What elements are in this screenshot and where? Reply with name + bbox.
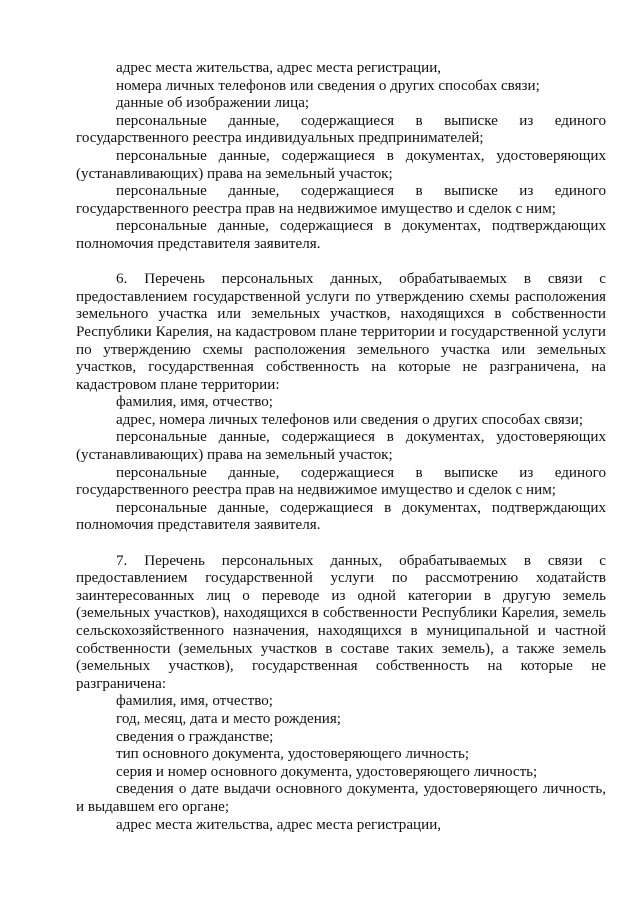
list-item-photo: данные об изображении лица; — [116, 95, 310, 112]
list-item-citizenship: сведения о гражданстве; — [116, 728, 274, 745]
list-item-phones: номера личных телефонов или сведения о других способах связи; — [116, 77, 540, 94]
list-item-birth: год, месяц, дата и место рождения; — [116, 710, 341, 727]
list-item-land-docs: персональные данные, содержащиеся в документах, удостоверяющих (устанавливающих) права на земельный участок; — [76, 429, 606, 464]
list-item-land-docs: персональные данные, содержащиеся в документах, удостоверяющих (устанавливающих) права на земельный участок; — [76, 147, 606, 182]
list-item-id-issue: сведения о дате выдачи основного документа, удостоверяющего личность, и выдавшем его органе; — [76, 781, 606, 815]
list-item-representative: персональные данные, содержащиеся в документах, подтверждающих полномочия представителя заявителя. — [76, 499, 606, 534]
paragraph-gap — [76, 254, 606, 272]
section-7-heading: 7. Перечень персональных данных, обрабатываемых в связи с предоставлением государственной услуги по рассмотрению ходатайств заинтересованных лиц о переводе из одной категории в другую земель (земельных участков), находящихся в собственности Республики Карелия, земель сельскохозяйственного назначения, находящихся в муниципальной и частной собственности (земельных участков в составе таких земель), а также земель (земельных участков), государственная собственность на которые не разграничена: — [76, 552, 606, 692]
paragraph-gap — [76, 535, 606, 553]
list-item-egrp: персональные данные, содержащиеся в выписке из единого государственного реестра прав на недвижимое имущество и сделок с ним; — [76, 183, 606, 217]
list-item-representative: персональные данные, содержащиеся в документах, подтверждающих полномочия представителя заявителя. — [76, 218, 606, 252]
list-item-id-number: серия и номер основного документа, удостоверяющего личность; — [116, 763, 538, 780]
list-item-address-phones: адрес, номера личных телефонов или сведения о других способах связи; — [116, 411, 584, 428]
list-item-egrip: персональные данные, содержащиеся в выписке из единого государственного реестра индивидуальных предпринимателей; — [76, 112, 606, 147]
section-6-heading: 6. Перечень персональных данных, обрабатываемых в связи с предоставлением государственной услуги по утверждению схемы расположения земельного участка или земельных участков, находящихся в собственности Республики Карелия, на кадастровом плане территории и государственной услуги по утверждению схемы расположения земельного участка или земельных участков, государственная собственность на которые не разграничена, на кадастровом плане территории: — [76, 271, 606, 393]
list-item-address: адрес места жительства, адрес места регистрации, — [116, 60, 442, 76]
list-item-address: адрес места жительства, адрес места регистрации, — [116, 816, 442, 833]
list-item-id-type: тип основного документа, удостоверяющего личность; — [116, 746, 470, 763]
list-item-egrp: персональные данные, содержащиеся в выписке из единого государственного реестра прав на недвижимое имущество и сделок с ним; — [76, 464, 606, 499]
list-item-fio: фамилия, имя, отчество; — [116, 693, 273, 710]
list-item-fio: фамилия, имя, отчество; — [116, 394, 273, 411]
